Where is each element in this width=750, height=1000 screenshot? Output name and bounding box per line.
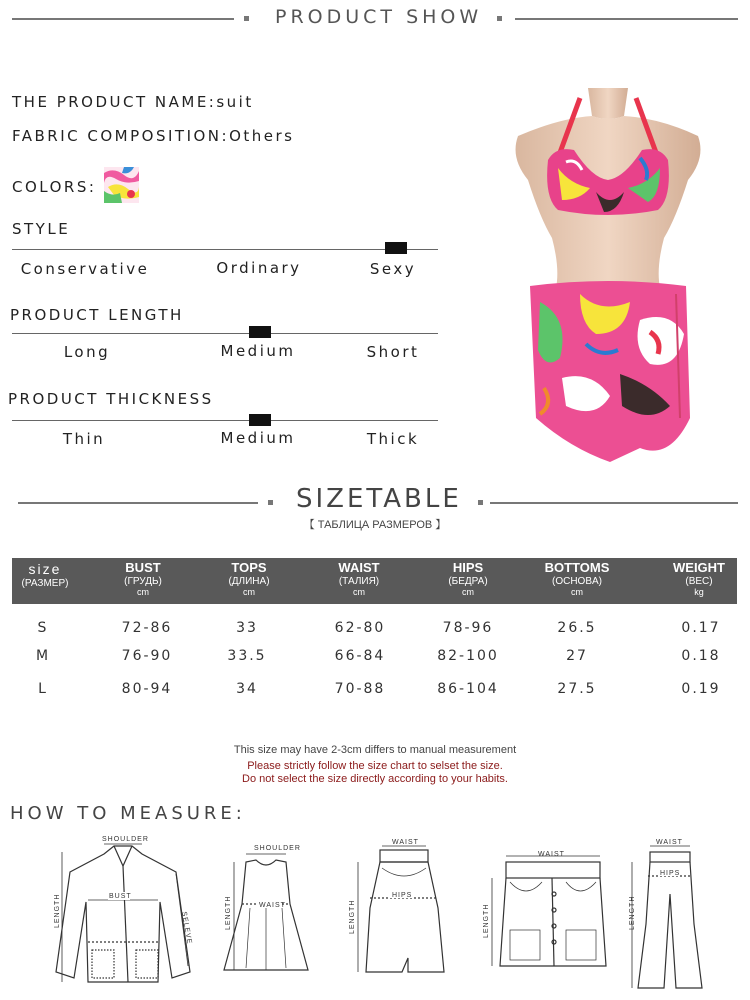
cell-weight: 0.18 (681, 648, 721, 664)
col-size: size (РАЗМЕР) (21, 561, 69, 589)
product-name: THE PRODUCT NAME:suit (12, 93, 254, 111)
thickness-scale-line (12, 420, 438, 421)
col-tops: TOPS (ДЛИНА) cm (228, 560, 270, 597)
sleeve-label: SELEVE (180, 911, 193, 946)
header-dot-right (497, 16, 502, 21)
sizetable-dot-right (478, 500, 483, 505)
sizetable-rule-left (18, 502, 258, 504)
table-row (0, 620, 750, 640)
dress-icon (216, 838, 316, 988)
col-waist: WAIST (ТАЛИЯ) cm (338, 560, 380, 597)
style-option-sexy: Sexy (369, 260, 417, 278)
col-weight: WEIGHT (BEC) kg (673, 560, 725, 597)
cell-waist: 62-80 (334, 620, 386, 636)
cell-waist: 66-84 (334, 648, 386, 664)
pants-icon (620, 834, 720, 992)
thickness-option-thin: Thin (62, 430, 106, 448)
dress-shoulder-label: SHOULDER (254, 845, 301, 852)
col-bottoms: BOTTOMS (OCHOBA) cm (544, 560, 610, 597)
cell-bottoms: 27 (566, 648, 588, 664)
length-title: PRODUCT LENGTH (10, 306, 184, 324)
table-row (0, 681, 750, 701)
cell-hips: 82-100 (437, 648, 499, 664)
header-rule-left (12, 18, 234, 20)
skirt-hips-label: HIPS (392, 892, 413, 899)
jacket-icon (48, 832, 198, 992)
note-follow-chart: Please strictly follow the size chart to selset the size. (247, 760, 503, 772)
cell-tops: 33 (236, 620, 258, 636)
bust-label: BUST (109, 893, 132, 900)
style-option-conservative: Conservative (20, 260, 150, 278)
sizetable-rule-right (490, 502, 738, 504)
skirt-icon (342, 838, 452, 988)
header-dot-left (244, 16, 249, 21)
skirt-waist-label: WAIST (392, 839, 419, 846)
thickness-option-thick: Thick (366, 430, 420, 448)
cell-bottoms: 26.5 (557, 620, 597, 636)
fabric-composition: FABRIC COMPOSITION:Others (12, 127, 295, 145)
cell-weight: 0.17 (681, 620, 721, 636)
note-habits: Do not select the size directly according to your habits. (242, 773, 508, 785)
product-show-title: PRODUCT SHOW (275, 6, 483, 28)
cell-tops: 34 (236, 681, 258, 697)
cell-hips: 86-104 (437, 681, 499, 697)
cell-bust: 80-94 (121, 681, 173, 697)
style-title: STYLE (12, 220, 71, 238)
dress-length-label: LENGTH (225, 895, 232, 930)
sizetable-dot-left (268, 500, 273, 505)
sizetable-title: SIZETABLE (296, 484, 462, 514)
colors-label: COLORS: (12, 178, 97, 196)
skirt-diagram (342, 838, 452, 988)
length-option-medium: Medium (220, 342, 296, 360)
cell-weight: 0.19 (681, 681, 721, 697)
style-marker (385, 242, 407, 254)
length-option-short: Short (366, 343, 420, 361)
thickness-option-medium: Medium (220, 429, 296, 447)
style-option-ordinary: Ordinary (216, 259, 302, 277)
mannequin-image (500, 88, 715, 465)
pants-diagram (620, 834, 720, 992)
jacket-length-label: LENGTH (54, 893, 61, 928)
note-measurement: This size may have 2-3cm differs to manual measurement (233, 744, 517, 756)
product-photo (500, 88, 715, 465)
table-row (0, 648, 750, 668)
sizetable-subtitle: 【 ТАБЛИЦА РАЗМЕРОВ 】 (303, 519, 447, 531)
cell-size: S (37, 620, 49, 636)
pants-length-label: LENGTH (629, 895, 636, 930)
shorts-diagram (470, 846, 610, 976)
color-swatch[interactable] (104, 167, 139, 203)
pants-waist-label: WAIST (656, 839, 683, 846)
length-scale-line (12, 333, 438, 334)
how-to-measure-title: HOW TO MEASURE: (10, 803, 246, 824)
length-marker (249, 326, 271, 338)
style-scale-line (12, 249, 438, 250)
shorts-waist-label: WAIST (538, 851, 565, 858)
pants-hips-label: HIPS (660, 870, 681, 877)
cell-size: L (38, 681, 48, 697)
dress-diagram (216, 838, 316, 988)
cell-tops: 33.5 (227, 648, 267, 664)
shoulder-label: SHOULDER (102, 836, 149, 843)
cell-bottoms: 27.5 (557, 681, 597, 697)
cell-bust: 72-86 (121, 620, 173, 636)
shorts-length-label: LENGTH (483, 903, 490, 938)
skirt-length-label: LENGTH (349, 899, 356, 934)
cell-waist: 70-88 (334, 681, 386, 697)
cell-bust: 76-90 (121, 648, 173, 664)
col-hips: HIPS (БЕДРА) cm (448, 560, 488, 597)
cell-size: M (35, 648, 51, 664)
col-bust: BUST (ГРУДЬ) cm (124, 560, 162, 597)
shorts-icon (470, 846, 610, 976)
thickness-title: PRODUCT THICKNESS (8, 390, 214, 408)
thickness-marker (249, 414, 271, 426)
size-table-header (12, 558, 737, 604)
dress-waist-label: WAIST (259, 902, 286, 909)
length-option-long: Long (63, 343, 111, 361)
color-swatch-image (104, 167, 139, 203)
jacket-diagram (48, 832, 198, 992)
cell-hips: 78-96 (442, 620, 494, 636)
header-rule-right (515, 18, 738, 20)
